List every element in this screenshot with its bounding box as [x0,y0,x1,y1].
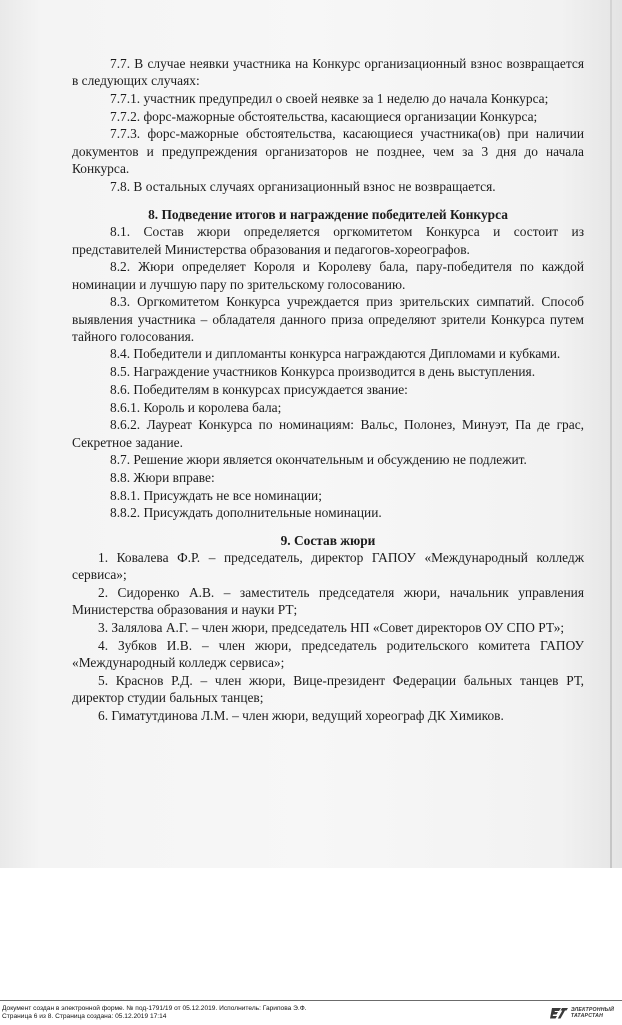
section-9-heading: 9. Состав жюри [280,532,376,548]
paragraph-8-7: 8.7. Решение жюри является окончательным и обсуждению не подлежит. [110,452,527,468]
scan-edge-shadow [610,0,612,868]
paragraph-8-8: 8.8. Жюри вправе: [110,469,215,485]
paragraph-7-7-3: 7.7.3. форс-мажорные обстоятельства, касающиеся участника(ов) при наличии документов и предупреждения организаторов не позднее, чем за 3 дня до начала Конкурса. [72,126,584,176]
jury-member-1: 1. Ковалева Ф.Р. – председатель, директор ГАПОУ «Международный колледж сервиса»; [72,549,584,583]
logo-word-1: ЭЛЕКТРОННЫЙ [570,1007,614,1013]
paragraph-7-8: 7.8. В остальных случаях организационный взнос не возвращается. [110,178,496,194]
jury-member-5: 5. Краснов Р.Д. – член жюри, Вице-президент Федерации бальных танцев РТ, директор студии бальных танцев; [72,672,584,705]
jury-member-2: 2. Сидоренко А.В. – заместитель председателя жюри, начальник управления Министерства образования и науки РТ; [72,584,584,618]
document-body [72,55,584,724]
jury-member-6: 6. Гиматутдинова Л.М. – член жюри, ведущий хореограф ДК Химиков. [98,707,504,723]
paragraph-7-7: 7.7. В случае неявки участника на Конкурс организационный взнос возвращается в следующих случаях: [72,56,584,89]
document-footer [0,1000,622,1025]
footer-text [2,1005,307,1021]
jury-member-3: 3. Залялова А.Г. – член жюри, председатель НП «Совет директоров ОУ СПО РТ»; [98,619,565,635]
electronic-tatarstan-logo [550,1005,614,1021]
paragraph-8-4: 8.4. Победители и дипломанты конкурса награждаются Дипломами и кубками. [110,346,561,362]
paragraph-8-3: 8.3. Оргкомитетом Конкурса учреждается приз зрительских симпатий. Способ выявления участника – обладателя данного приза определяют зрители Конкурса путем тайного голосования. [72,294,584,344]
paragraph-7-7-2: 7.7.2. форс-мажорные обстоятельства, касающиеся организации Конкурса; [110,108,538,124]
paragraph-8-1: 8.1. Состав жюри определяется оргкомитетом Конкурса и состоит из представителей Министерства образования и педагогов-хореографов. [72,224,584,257]
electronic-tatarstan-logo-icon [550,1006,568,1020]
logo-word-2: ТАТАРСТАН [570,1013,604,1019]
paragraph-8-8-1: 8.8.1. Присуждать не все номинации; [110,487,322,503]
section-8-heading: 8. Подведение итогов и награждение победителей Конкурса [148,206,508,222]
paragraph-8-6-1: 8.6.1. Король и королева бала; [110,399,282,415]
paragraph-7-7-1: 7.7.1. участник предупредил о своей неявке за 1 неделю до начала Конкурса; [110,90,549,106]
paragraph-8-6: 8.6. Победителям в конкурсах присуждается звание: [110,381,408,397]
logo-wordmark [571,1007,614,1019]
footer-line-page-info: Страница 6 из 8. Страница создана: 05.12.2019 17:14 [2,1013,167,1021]
paragraph-8-6-2: 8.6.2. Лауреат Конкурса по номинациям: Вальс, Полонез, Минуэт, Па де грас, Секретное задание. [72,417,584,450]
footer-line-document-info: Документ создан в электронной форме. № под-1791/19 от 05.12.2019. Исполнитель: Гарипова Э.Ф. [2,1005,307,1012]
jury-member-4: 4. Зубков И.В. – член жюри, председатель родительского комитета ГАПОУ «Международный колледж сервиса»; [72,637,584,670]
paragraph-8-2: 8.2. Жюри определяет Короля и Королеву бала, пару-победителя по каждой номинации и лучшую пару по зрительскому голосованию. [72,259,584,292]
paragraph-8-5: 8.5. Награждение участников Конкурса производится в день выступления. [110,364,536,380]
paragraph-8-8-2: 8.8.2. Присуждать дополнительные номинации. [110,505,382,521]
